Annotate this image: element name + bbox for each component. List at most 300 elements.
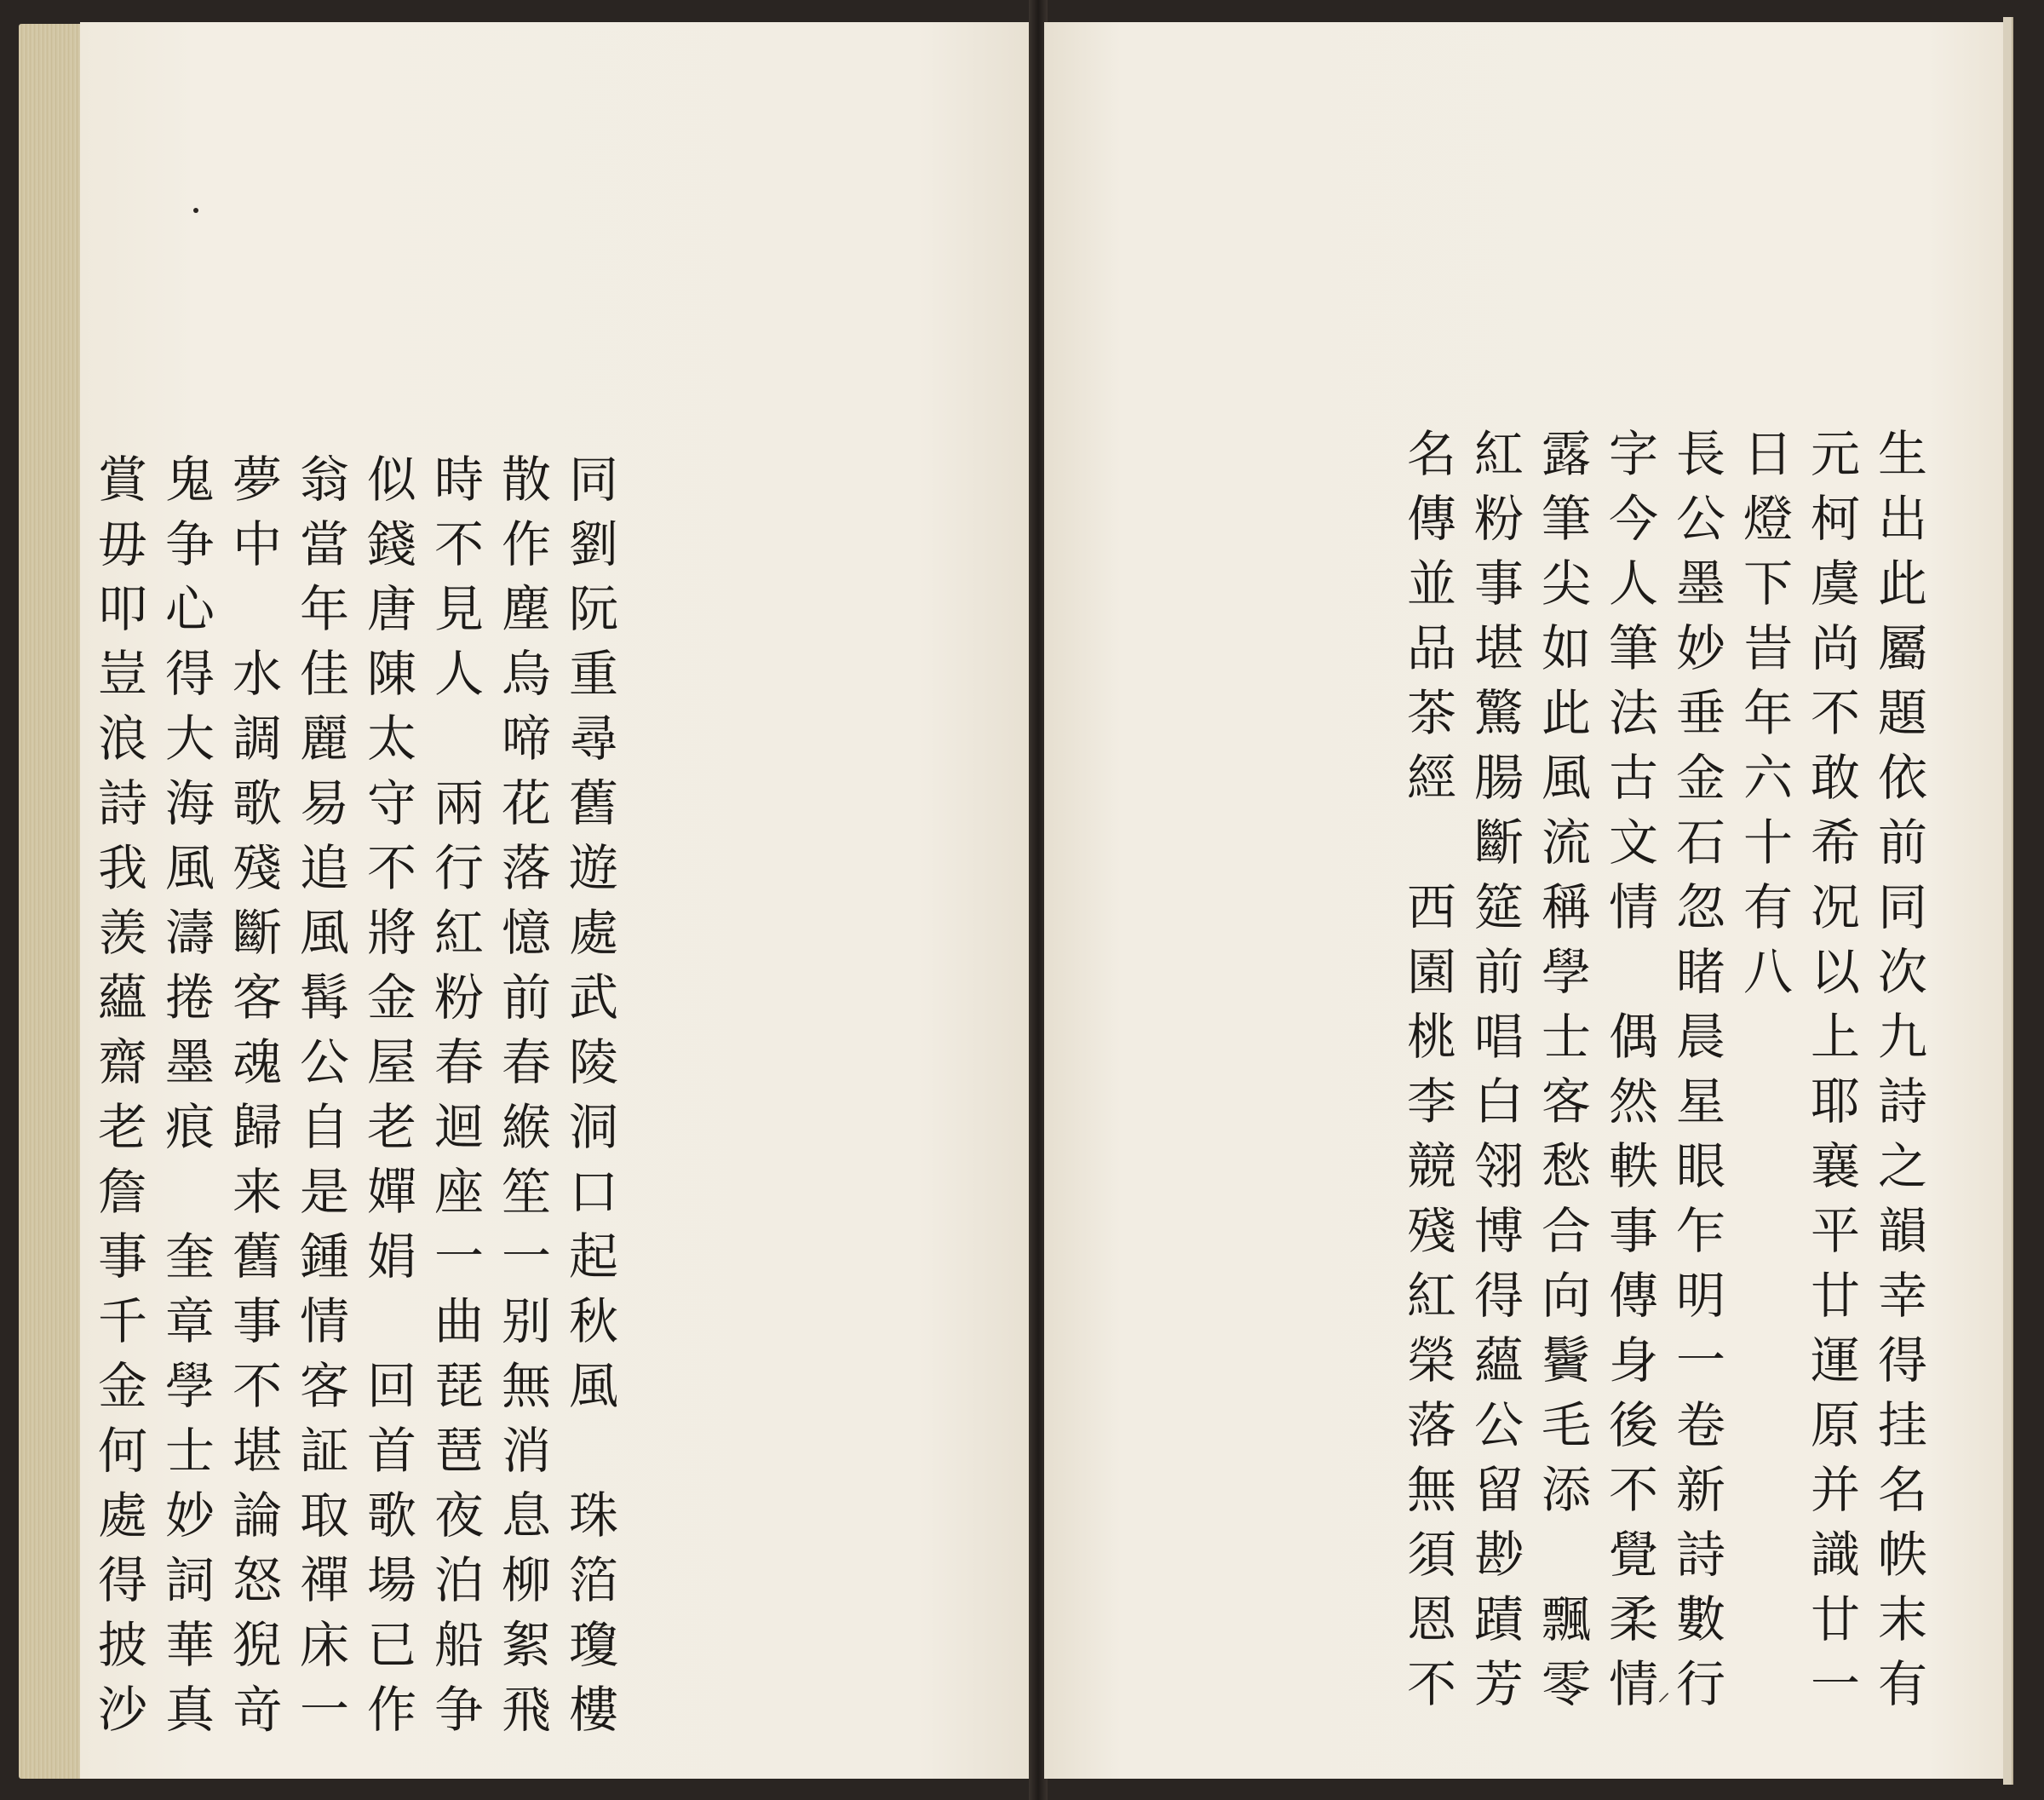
- glyph: 白: [1473, 1073, 1524, 1130]
- glyph: 八: [1743, 943, 1793, 1001]
- glyph: 情: [1608, 878, 1658, 936]
- glyph: 幸: [1877, 1267, 1927, 1325]
- glyph: 流: [1541, 814, 1591, 871]
- text-column: [494, 447, 559, 1742]
- glyph: 有: [1877, 1655, 1927, 1713]
- glyph: 得: [97, 1551, 147, 1609]
- glyph: 如: [1541, 619, 1591, 677]
- text-column: [1736, 422, 1800, 1004]
- glyph: 競: [1406, 1137, 1456, 1195]
- glyph: 老: [97, 1098, 147, 1156]
- glyph: 恩: [1406, 1590, 1456, 1648]
- glyph: 傳: [1608, 1267, 1658, 1325]
- glyph: 中: [232, 515, 282, 573]
- glyph: 題: [1877, 684, 1927, 742]
- glyph: 乍: [1675, 1202, 1725, 1260]
- glyph: 客: [299, 1357, 349, 1415]
- glyph: 依: [1877, 749, 1927, 807]
- glyph: 後: [1608, 1396, 1658, 1454]
- glyph: 人: [1608, 555, 1658, 612]
- glyph: 不: [366, 839, 416, 897]
- glyph: 証: [299, 1422, 349, 1480]
- glyph: 并: [1810, 1461, 1860, 1519]
- glyph: 華: [164, 1616, 215, 1674]
- glyph: 李: [1406, 1073, 1456, 1130]
- glyph: 捲: [164, 969, 215, 1027]
- glyph: 唱: [1473, 1008, 1524, 1066]
- glyph: 柔: [1608, 1590, 1658, 1648]
- glyph: 章: [164, 1292, 215, 1350]
- glyph: 佳: [299, 645, 349, 703]
- glyph: 妙: [164, 1487, 215, 1544]
- glyph: 夜: [433, 1487, 484, 1544]
- glyph: 沙: [97, 1681, 147, 1739]
- glyph: 鬼: [164, 451, 215, 509]
- glyph: 舊: [568, 774, 618, 832]
- glyph: 作: [366, 1681, 416, 1739]
- glyph: 柳: [501, 1551, 551, 1609]
- glyph: 瓊: [568, 1616, 618, 1674]
- glyph: 字: [1608, 425, 1658, 483]
- glyph: 原: [1810, 1396, 1860, 1454]
- glyph: 别: [501, 1292, 551, 1350]
- glyph: 得: [164, 645, 215, 703]
- glyph: 事: [1608, 1202, 1658, 1260]
- glyph: 九: [1877, 1008, 1927, 1066]
- glyph: 似: [366, 451, 416, 509]
- glyph: 軼: [1608, 1137, 1658, 1195]
- glyph: 迴: [433, 1098, 484, 1156]
- glyph: 来: [232, 1163, 282, 1221]
- glyph: 回: [366, 1357, 416, 1415]
- glyph: 事: [232, 1292, 282, 1350]
- glyph: 得: [1473, 1267, 1524, 1325]
- right-page: [1044, 22, 2005, 1779]
- glyph: 烏: [501, 645, 551, 703]
- glyph: 時: [433, 451, 484, 509]
- glyph: 毛: [1541, 1396, 1591, 1454]
- glyph: 帙: [1877, 1526, 1927, 1584]
- glyph: 韻: [1877, 1202, 1927, 1260]
- glyph: 飛: [501, 1681, 551, 1739]
- glyph: 粉: [1473, 490, 1524, 548]
- glyph: 蘊: [97, 969, 147, 1027]
- glyph: 已: [366, 1616, 416, 1674]
- glyph: 石: [1675, 814, 1725, 871]
- glyph: 行: [1675, 1655, 1725, 1713]
- glyph: 金: [97, 1357, 147, 1415]
- glyph: 有: [1743, 878, 1793, 936]
- glyph: 陳: [366, 645, 416, 703]
- glyph: 平: [1810, 1202, 1860, 1260]
- glyph: 運: [1810, 1331, 1860, 1389]
- glyph: 風: [1541, 749, 1591, 807]
- glyph: 争: [433, 1681, 484, 1739]
- glyph: 屋: [366, 1033, 416, 1091]
- glyph: 嬋: [366, 1163, 416, 1221]
- glyph: 公: [299, 1033, 349, 1091]
- glyph: 古: [1608, 749, 1658, 807]
- text-column: [90, 447, 155, 1742]
- glyph: 腸: [1473, 749, 1524, 807]
- glyph: 前: [501, 969, 551, 1027]
- glyph: 叩: [97, 580, 147, 638]
- glyph: 笙: [501, 1163, 551, 1221]
- glyph: 歸: [232, 1098, 282, 1156]
- glyph: 殘: [1406, 1202, 1456, 1260]
- glyph: 次: [1877, 943, 1927, 1001]
- glyph: 翎: [1473, 1137, 1524, 1195]
- glyph: 處: [97, 1487, 147, 1544]
- glyph: 事: [97, 1228, 147, 1285]
- glyph: 詞: [164, 1551, 215, 1609]
- glyph: 墨: [164, 1033, 215, 1091]
- glyph: 出: [1877, 490, 1927, 548]
- glyph: 耶: [1810, 1073, 1860, 1130]
- glyph: 偶: [1608, 1008, 1658, 1066]
- glyph: 榮: [1406, 1331, 1456, 1389]
- glyph: 堪: [1473, 619, 1524, 677]
- glyph: 行: [433, 839, 484, 897]
- glyph: 憶: [501, 904, 551, 962]
- glyph: 遊: [568, 839, 618, 897]
- glyph: 唐: [366, 580, 416, 638]
- glyph: 今: [1608, 490, 1658, 548]
- glyph: 一: [433, 1228, 484, 1285]
- glyph: 挂: [1877, 1396, 1927, 1454]
- glyph: 我: [97, 839, 147, 897]
- glyph: 筵: [1473, 878, 1524, 936]
- glyph: 風: [164, 839, 215, 897]
- text-column: [427, 447, 491, 1742]
- glyph: 公: [1675, 490, 1725, 548]
- glyph: 琵: [433, 1357, 484, 1415]
- glyph: 不: [232, 1357, 282, 1415]
- glyph: 琶: [433, 1422, 484, 1480]
- text-column: [158, 447, 222, 1742]
- glyph: 桃: [1406, 1008, 1456, 1066]
- glyph: 太: [366, 710, 416, 768]
- glyph: 落: [1406, 1396, 1456, 1454]
- glyph: 海: [164, 774, 215, 832]
- glyph: 屬: [1877, 619, 1927, 677]
- page-corner-mark: ⸝: [1657, 1677, 1670, 1707]
- glyph: 廿: [1810, 1267, 1860, 1325]
- glyph: 廿: [1810, 1590, 1860, 1648]
- glyph: 留: [1473, 1461, 1524, 1519]
- glyph: 紅: [433, 904, 484, 962]
- glyph: 十: [1743, 814, 1793, 871]
- glyph: 豈: [97, 645, 147, 703]
- glyph: 同: [568, 451, 618, 509]
- glyph: 下: [1743, 555, 1793, 612]
- glyph: 絮: [501, 1616, 551, 1674]
- glyph: 易: [299, 774, 349, 832]
- glyph: 將: [366, 904, 416, 962]
- glyph: 場: [366, 1551, 416, 1609]
- glyph: 翁: [299, 451, 349, 509]
- glyph: 六: [1743, 749, 1793, 807]
- glyph: 尖: [1541, 555, 1591, 612]
- ink-speck: [193, 208, 198, 213]
- glyph: 日: [1743, 425, 1793, 483]
- glyph: 齋: [97, 1033, 147, 1091]
- glyph: 驚: [1473, 684, 1524, 742]
- glyph: 飄: [1541, 1590, 1591, 1648]
- glyph: 一: [1810, 1655, 1860, 1713]
- glyph: 春: [501, 1033, 551, 1091]
- text-column: [1399, 422, 1464, 1717]
- glyph: 尚: [1810, 619, 1860, 677]
- glyph: 風: [568, 1357, 618, 1415]
- glyph: 垂: [1675, 684, 1725, 742]
- glyph: 床: [299, 1616, 349, 1674]
- text-column: [1601, 422, 1666, 1717]
- glyph: 露: [1541, 425, 1591, 483]
- glyph: 名: [1406, 425, 1456, 483]
- text-column: [1534, 422, 1599, 1717]
- page-stack-edge-right: [2003, 17, 2013, 1785]
- glyph: 長: [1675, 425, 1725, 483]
- glyph: 曲: [433, 1292, 484, 1350]
- glyph: 新: [1675, 1461, 1725, 1519]
- glyph: 泊: [433, 1551, 484, 1609]
- glyph: 無: [1406, 1461, 1456, 1519]
- glyph: 同: [1877, 878, 1927, 936]
- glyph: 啼: [501, 710, 551, 768]
- glyph: 襄: [1810, 1137, 1860, 1195]
- glyph: 劉: [568, 515, 618, 573]
- glyph: 竒: [232, 1681, 282, 1739]
- glyph: 毋: [97, 515, 147, 573]
- glyph: 座: [433, 1163, 484, 1221]
- text-column: [359, 447, 424, 1742]
- glyph: 春: [433, 1033, 484, 1091]
- glyph: 人: [433, 645, 484, 703]
- left-page: [80, 22, 1032, 1779]
- glyph: 傳: [1406, 490, 1456, 548]
- glyph: 客: [232, 969, 282, 1027]
- glyph: 文: [1608, 814, 1658, 871]
- glyph: 箔: [568, 1551, 618, 1609]
- glyph: 不: [1406, 1655, 1456, 1713]
- text-column: [225, 447, 290, 1742]
- text-column: [1803, 422, 1868, 1717]
- glyph: 識: [1810, 1526, 1860, 1584]
- glyph: 年: [1743, 684, 1793, 742]
- glyph: 一: [299, 1681, 349, 1739]
- glyph: 品: [1406, 619, 1456, 677]
- glyph: 詹: [97, 1163, 147, 1221]
- glyph: 上: [1810, 1008, 1860, 1066]
- glyph: 散: [501, 451, 551, 509]
- glyph: 口: [568, 1163, 618, 1221]
- glyph: 首: [366, 1422, 416, 1480]
- glyph: 覺: [1608, 1526, 1658, 1584]
- glyph: 學: [164, 1357, 215, 1415]
- glyph: 尋: [568, 710, 618, 768]
- glyph: 况: [1810, 878, 1860, 936]
- glyph: 敢: [1810, 749, 1860, 807]
- glyph: 兩: [433, 774, 484, 832]
- glyph: 賞: [97, 451, 147, 509]
- glyph: 珠: [568, 1487, 618, 1544]
- glyph: 事: [1473, 555, 1524, 612]
- glyph: 禪: [299, 1551, 349, 1609]
- glyph: 西: [1406, 878, 1456, 936]
- glyph: 堪: [232, 1422, 282, 1480]
- glyph: 鍾: [299, 1228, 349, 1285]
- glyph: 花: [501, 774, 551, 832]
- glyph: 卷: [1675, 1396, 1725, 1454]
- glyph: 園: [1406, 943, 1456, 1001]
- glyph: 作: [501, 515, 551, 573]
- glyph: 消: [501, 1422, 551, 1480]
- glyph: 武: [568, 969, 618, 1027]
- glyph: 詩: [1877, 1073, 1927, 1130]
- glyph: 學: [1541, 943, 1591, 1001]
- glyph: 情: [299, 1292, 349, 1350]
- glyph: 尠: [1473, 1526, 1524, 1584]
- glyph: 蹟: [1473, 1590, 1524, 1648]
- glyph: 身: [1608, 1331, 1658, 1389]
- glyph: 並: [1406, 555, 1456, 612]
- glyph: 一: [501, 1228, 551, 1285]
- glyph: 芳: [1473, 1655, 1524, 1713]
- glyph: 塵: [501, 580, 551, 638]
- text-column: [561, 447, 626, 1742]
- glyph: 披: [97, 1616, 147, 1674]
- glyph: 睹: [1675, 943, 1725, 1001]
- glyph: 愁: [1541, 1137, 1591, 1195]
- glyph: 以: [1810, 943, 1860, 1001]
- glyph: 歌: [232, 774, 282, 832]
- glyph: 合: [1541, 1202, 1591, 1260]
- glyph: 數: [1675, 1590, 1725, 1648]
- glyph: 筆: [1541, 490, 1591, 548]
- glyph: 斷: [232, 904, 282, 962]
- glyph: 自: [299, 1098, 349, 1156]
- glyph: 無: [501, 1357, 551, 1415]
- glyph: 忽: [1675, 878, 1725, 936]
- glyph: 情: [1608, 1655, 1658, 1713]
- glyph: 歌: [366, 1487, 416, 1544]
- glyph: 詩: [97, 774, 147, 832]
- glyph: 不: [433, 515, 484, 573]
- glyph: 斷: [1473, 814, 1524, 871]
- glyph: 追: [299, 839, 349, 897]
- glyph: 妙: [1675, 619, 1725, 677]
- glyph: 前: [1877, 814, 1927, 871]
- glyph: 士: [164, 1422, 215, 1480]
- glyph: 名: [1877, 1461, 1927, 1519]
- glyph: 虞: [1810, 555, 1860, 612]
- glyph: 詩: [1675, 1526, 1725, 1584]
- glyph: 浪: [97, 710, 147, 768]
- glyph: 之: [1877, 1137, 1927, 1195]
- glyph: 末: [1877, 1590, 1927, 1648]
- glyph: 真: [164, 1681, 215, 1739]
- page-stack-edge: [19, 24, 82, 1779]
- glyph: 娟: [366, 1228, 416, 1285]
- glyph: 經: [1406, 749, 1456, 807]
- glyph: 旹: [1743, 619, 1793, 677]
- glyph: 風: [299, 904, 349, 962]
- glyph: 紅: [1406, 1267, 1456, 1325]
- glyph: 重: [568, 645, 618, 703]
- glyph: 粉: [433, 969, 484, 1027]
- glyph: 不: [1608, 1461, 1658, 1519]
- glyph: 守: [366, 774, 416, 832]
- glyph: 鬢: [1541, 1331, 1591, 1389]
- glyph: 蘊: [1473, 1331, 1524, 1389]
- glyph: 前: [1473, 943, 1524, 1001]
- glyph: 船: [433, 1616, 484, 1674]
- text-column: [1668, 422, 1733, 1717]
- glyph: 眼: [1675, 1137, 1725, 1195]
- glyph: 魂: [232, 1033, 282, 1091]
- glyph: 老: [366, 1098, 416, 1156]
- glyph: 筆: [1608, 619, 1658, 677]
- glyph: 舊: [232, 1228, 282, 1285]
- glyph: 息: [501, 1487, 551, 1544]
- glyph: 落: [501, 839, 551, 897]
- glyph: 髯: [299, 969, 349, 1027]
- glyph: 調: [232, 710, 282, 768]
- glyph: 錢: [366, 515, 416, 573]
- glyph: 士: [1541, 1008, 1591, 1066]
- glyph: 何: [97, 1422, 147, 1480]
- glyph: 處: [568, 904, 618, 962]
- glyph: 墨: [1675, 555, 1725, 612]
- glyph: 論: [232, 1487, 282, 1544]
- glyph: 然: [1608, 1073, 1658, 1130]
- glyph: 須: [1406, 1526, 1456, 1584]
- glyph: 此: [1541, 684, 1591, 742]
- text-column: [292, 447, 357, 1742]
- glyph: 阮: [568, 580, 618, 638]
- glyph: 此: [1877, 555, 1927, 612]
- glyph: 公: [1473, 1396, 1524, 1454]
- glyph: 當: [299, 515, 349, 573]
- glyph: 不: [1810, 684, 1860, 742]
- glyph: 羡: [97, 904, 147, 962]
- glyph: 稱: [1541, 878, 1591, 936]
- glyph: 緱: [501, 1098, 551, 1156]
- glyph: 見: [433, 580, 484, 638]
- glyph: 零: [1541, 1655, 1591, 1713]
- glyph: 年: [299, 580, 349, 638]
- glyph: 夢: [232, 451, 282, 509]
- glyph: 希: [1810, 814, 1860, 871]
- glyph: 金: [366, 969, 416, 1027]
- glyph: 一: [1675, 1331, 1725, 1389]
- glyph: 星: [1675, 1073, 1725, 1130]
- glyph: 客: [1541, 1073, 1591, 1130]
- glyph: 燈: [1743, 490, 1793, 548]
- glyph: 怒: [232, 1551, 282, 1609]
- glyph: 元: [1810, 425, 1860, 483]
- glyph: 樓: [568, 1681, 618, 1739]
- glyph: 起: [568, 1228, 618, 1285]
- glyph: 金: [1675, 749, 1725, 807]
- glyph: 博: [1473, 1202, 1524, 1260]
- glyph: 向: [1541, 1267, 1591, 1325]
- glyph: 猊: [232, 1616, 282, 1674]
- glyph: 争: [164, 515, 215, 573]
- text-column: [1870, 422, 1935, 1717]
- glyph: 痕: [164, 1098, 215, 1156]
